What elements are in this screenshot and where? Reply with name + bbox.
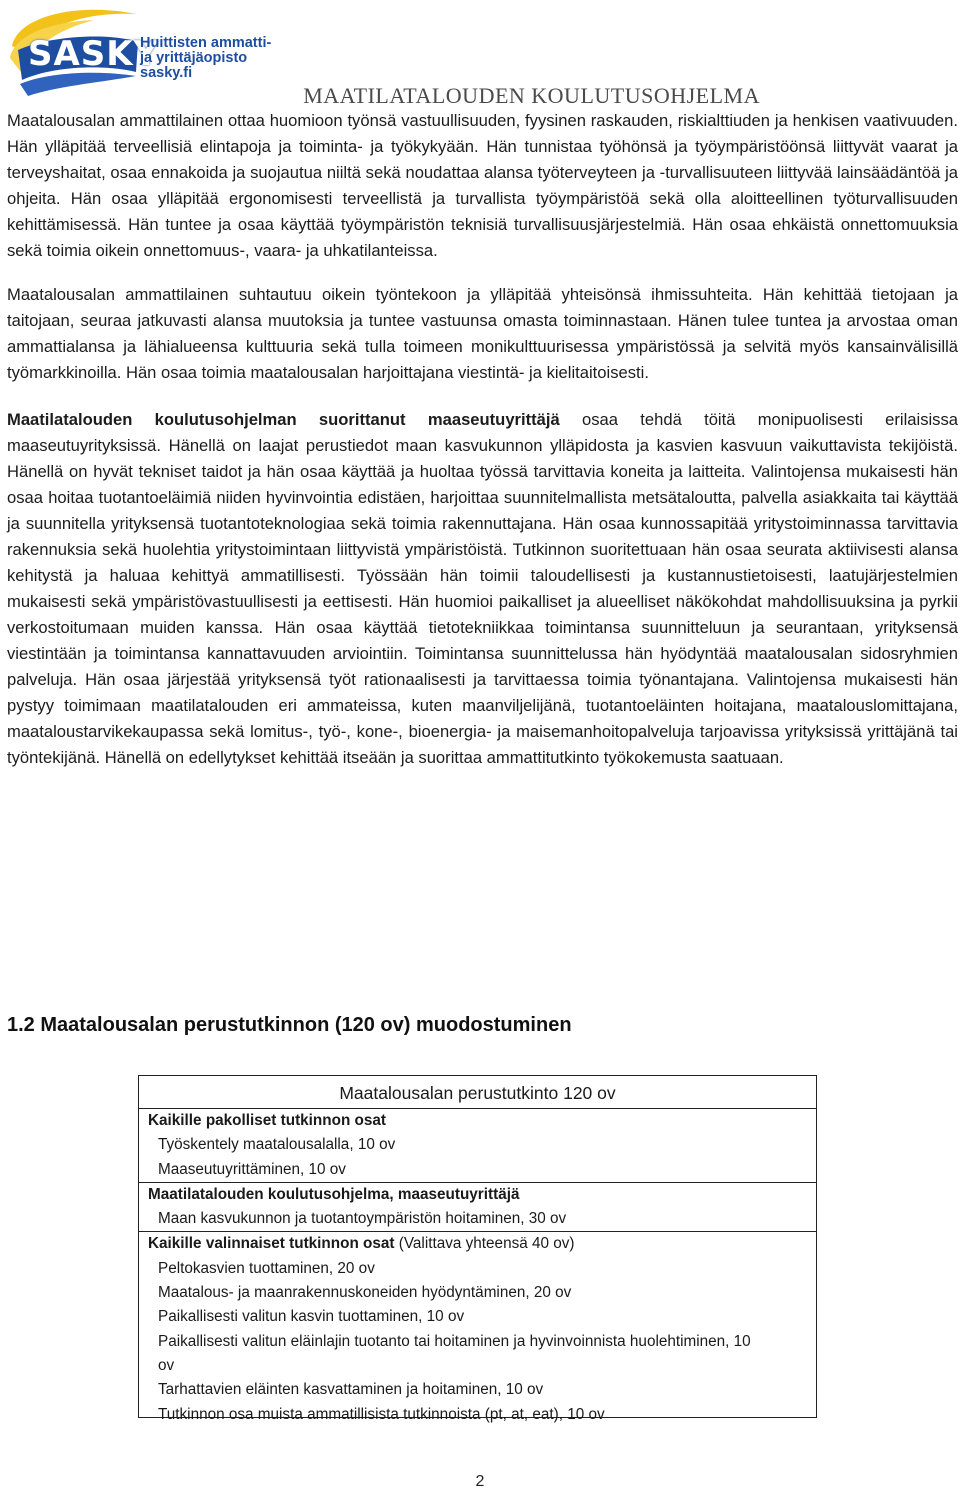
logo-line-3: sasky.fi — [140, 65, 193, 81]
table-group-heading: Maatilatalouden koulutusohjelma, maaseutuyrittäjä — [148, 1185, 520, 1203]
table-item: Maatalous- ja maanrakennuskoneiden hyödyntäminen, 20 ov — [158, 1284, 572, 1302]
page-header — [0, 0, 960, 108]
logo-line-2: ja yrittäjäopisto — [140, 50, 248, 66]
logo-line-1: Huittisten ammatti- — [140, 35, 272, 51]
table-title: Maatalousalan perustutkinto 120 ov — [139, 1076, 816, 1109]
table-item: Maaseutuyrittäminen, 10 ov — [158, 1160, 346, 1178]
paragraph-attitude: Maatalousalan ammattilainen suhtautuu oikein työntekoon ja ylläpitää yhteisönsä ihmissuhteita. Hän kehittää tietojaan ja taitojaan, seuraa jatkuvasti alansa muutoksia ja tuntee vastuunsa omasta toiminnastaan. Hänen tulee tuntea ja arvostaa oman ammattialansa ja lähialueensa kulttuuria sekä tulla toimeen monikulttuurisessa ympäristössä ja selvitä myös kansainvälisillä työmarkkinoilla. Hän osaa toimia maatalousalan harjoittajana viestintä- ja kielitaitoisesti. — [7, 285, 958, 382]
table-item: Paikallisesti valitun eläinlajin tuotanto tai hoitaminen ja hyvinvoinnista huolehtiminen, 10 ov — [158, 1332, 751, 1374]
table-group-heading: Kaikille pakolliset tutkinnon osat — [148, 1112, 386, 1129]
table-group-program — [139, 1183, 816, 1233]
table-item: Tarhattavien eläinten kasvattaminen ja hoitaminen, 10 ov — [158, 1381, 544, 1399]
document-body — [7, 108, 958, 771]
table-item: Paikallisesti valitun kasvin tuottaminen, 10 ov — [158, 1308, 465, 1326]
paragraph-graduate-text: osaa tehdä töitä monipuolisesti erilaisissa maaseutuyrityksissä. Hänellä on laajat perustiedot maan kasvukunnon ylläpidosta ja kasvien kasvuun vaikuttavista tekijöistä. Hänellä on hyvät tekniset taidot ja hän osaa käyttää ja huoltaa työssä tarvittavia koneita ja laitteita. Valintojensa mukaisesti hän osaa hoitaa tuotantoeläimiä niiden hyvinvointia edistäen, harjoittaa suunnitelmallista metsätaloutta, palvella asiakkaita tai käyttää ja suunnitella yrityksensä tuotantoteknologiaa sekä toimia rakennuttajana. Hän osaa kunnossapitää yritystoiminnassa tarvittavia rakennuksia sekä huolehtia yritystoimintaan liittyvistä ympäristöistä. Tutkinnon suoritettuaan hän osaa seurata aktiivisesti alansa kehitystä ja haluaa kehittyä ammatillisesti. Työssään hän toimii taloudellisesti ja kustannustietoisesti, laatujärjestelmien mukaisesti sekä ympäristövastuullisesti ja eettisesti. Hän huomioi paikalliset ja alueelliset näkökohdat mahdollisuuksina ja pyrkii verkostoitumaan muiden kanssa. Hän osaa käyttää tietotekniikkaa toimintansa suunnitteluun ja seurantaan, yrityksensä viestintään ja toimintansa kannattavuuden arviointiin. Toimintansa suunnittelussa hän hyödyntää maatalousalan sidosryhmien palveluja. Hän osaa järjestää yrityksensä työt rationaalisesti ja tarvittaessa toimia työnantajana. Valintojensa mukaisesti hän pystyy toimimaan maatilatalouden eri ammateissa, kuten maanviljelijänä, tuotantoeläinten hoitajana, maatalouslomittajana, maataloustarvikekaupassa sekä lomitus-, työ-, kone-, bioenergia- ja maisemanhoitopalveluja tarjoavissa yrityksissä yrittäjänä tai työntekijänä. Hänellä on edellytykset kehittää itseään ja suorittaa ammattitutkinto työkokemusta saatuaan. — [7, 410, 959, 767]
table-group-note: (Valittava yhteensä 40 ov) — [394, 1235, 575, 1253]
logo-brand-text: SASKY — [28, 34, 160, 74]
paragraph-safety: Maatalousalan ammattilainen ottaa huomioon työnsä vastuullisuuden, fyysinen raskauden, riskialttiuden ja henkisen vaativuuden. Hän ylläpitää terveellisiä elintapoja ja toiminta- ja työkykyään. Hän tunnistaa työhönsä ja työympäristöönsä liittyvät vaarat ja terveyshaitat, osaa ennakoida ja suojautua niiltä sekä noudattaa alansa työterveyteen ja -turvallisuuteen liittyvää lainsäädäntöä ja ohjeita. Hän osaa ylläpitää ergonomisesti terveellistä ja turvallista työympäristöä sekä olla aloitteellinen työturvallisuuden kehittämisessä. Hän tuntee ja osaa käyttää työympäristön teknisiä turvallisuusjärjestelmiä. Hän osaa ehkäistä onnettomuuksia sekä toimia oikein onnettomuus-, vaara- ja uhkatilanteissa. — [7, 111, 958, 260]
table-item: Maan kasvukunnon ja tuotantoympäristön hoitaminen, 30 ov — [158, 1210, 567, 1228]
section-heading: 1.2 Maatalousalan perustutkinnon (120 ov) muodostuminen — [7, 1014, 572, 1036]
table-item: Työskentely maatalousalalla, 10 ov — [158, 1136, 396, 1154]
degree-structure-table — [138, 1075, 817, 1423]
paragraph-graduate — [7, 407, 958, 771]
table-group-optional — [139, 1232, 816, 1426]
logo-text-block — [140, 36, 271, 81]
sasky-logo — [8, 6, 278, 102]
table-group-heading-row — [148, 1232, 816, 1256]
program-title: MAATILATALOUDEN KOULUTUSOHJELMA — [303, 83, 760, 108]
paragraph-graduate-lead: Maatilatalouden koulutusohjelman suorittanut maaseutuyrittäjä — [7, 410, 560, 429]
table-group-heading: Kaikille valinnaiset tutkinnon osat — [148, 1235, 395, 1253]
table-item: Peltokasvien tuottaminen, 20 ov — [158, 1259, 375, 1277]
page-number: 2 — [475, 1473, 485, 1490]
table-item: Tutkinnon osa muista ammatillisista tutkinnoista (pt, at, eat), 10 ov — [158, 1405, 605, 1423]
table-group-mandatory — [139, 1109, 816, 1183]
